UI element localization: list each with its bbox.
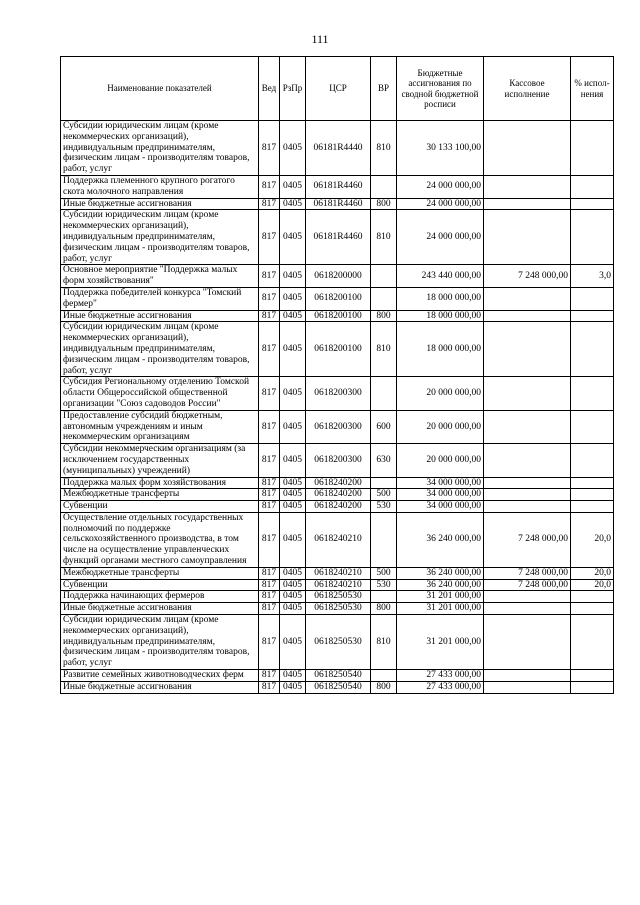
table-cell-vr: 630	[371, 444, 397, 477]
table-cell-csr: 0618250530	[306, 615, 371, 670]
table-row	[61, 477, 614, 489]
table-cell-vr	[371, 477, 397, 489]
table-cell-percent: 3,0	[571, 265, 614, 288]
table-cell-cash	[484, 210, 571, 265]
table-cell-percent: 20,0	[571, 567, 614, 579]
table-cell-budget: 34 000 000,00	[397, 477, 484, 489]
table-cell-csr: 0618200300	[306, 377, 371, 410]
table-cell-cash	[484, 175, 571, 198]
table-cell-vr	[371, 265, 397, 288]
table-cell-rzpr: 0405	[280, 615, 306, 670]
table-cell-name: Поддержка победителей конкурса "Томский фермер"	[61, 287, 259, 310]
table-cell-rzpr: 0405	[280, 410, 306, 443]
table-cell-budget: 18 000 000,00	[397, 322, 484, 377]
table-cell-ved: 817	[259, 501, 280, 513]
table-cell-csr: 06181R4440	[306, 121, 371, 176]
table-cell-percent	[571, 444, 614, 477]
table-cell-budget: 24 000 000,00	[397, 210, 484, 265]
table-cell-vr: 800	[371, 681, 397, 693]
table-cell-budget: 20 000 000,00	[397, 377, 484, 410]
table-row	[61, 615, 614, 670]
table-cell-budget: 20 000 000,00	[397, 410, 484, 443]
table-cell-budget: 34 000 000,00	[397, 489, 484, 501]
table-cell-rzpr: 0405	[280, 489, 306, 501]
table-cell-vr: 810	[371, 210, 397, 265]
table-cell-rzpr: 0405	[280, 198, 306, 210]
table-cell-name: Субсидии юридическим лицам (кроме некоммерческих организаций), индивидуальным предпринимателям, физическим лицам - производителям товаров, работ, услуг	[61, 615, 259, 670]
table-cell-budget: 24 000 000,00	[397, 175, 484, 198]
table-cell-percent	[571, 310, 614, 322]
table-cell-percent	[571, 681, 614, 693]
table-cell-percent	[571, 501, 614, 513]
table-cell-percent	[571, 603, 614, 615]
table-row	[61, 210, 614, 265]
table-cell-percent	[571, 591, 614, 603]
table-cell-name: Предоставление субсидий бюджетным, автономным учреждениям и иным некоммерческим организациям	[61, 410, 259, 443]
table-row	[61, 512, 614, 567]
table-cell-ved: 817	[259, 567, 280, 579]
table-cell-rzpr: 0405	[280, 175, 306, 198]
table-cell-cash	[484, 603, 571, 615]
table-cell-budget: 20 000 000,00	[397, 444, 484, 477]
table-cell-ved: 817	[259, 591, 280, 603]
table-cell-percent	[571, 410, 614, 443]
table-cell-cash	[484, 310, 571, 322]
table-cell-cash	[484, 198, 571, 210]
table-cell-budget: 18 000 000,00	[397, 287, 484, 310]
table-cell-vr: 600	[371, 410, 397, 443]
table-cell-percent: 20,0	[571, 579, 614, 591]
table-row	[61, 265, 614, 288]
table-cell-name: Субсидия Региональному отделению Томской области Общероссийской общественной организации "Союз садоводов России"	[61, 377, 259, 410]
table-row	[61, 567, 614, 579]
table-cell-cash	[484, 670, 571, 682]
table-cell-vr: 800	[371, 603, 397, 615]
table-cell-budget: 243 440 000,00	[397, 265, 484, 288]
table-cell-rzpr: 0405	[280, 444, 306, 477]
table-cell-rzpr: 0405	[280, 210, 306, 265]
table-cell-budget: 31 201 000,00	[397, 603, 484, 615]
table-cell-cash	[484, 410, 571, 443]
page-number: 111	[311, 32, 329, 46]
table-cell-cash: 7 248 000,00	[484, 567, 571, 579]
table-row	[61, 603, 614, 615]
table-cell-vr: 530	[371, 579, 397, 591]
table-cell-rzpr: 0405	[280, 579, 306, 591]
table-cell-csr: 0618200300	[306, 444, 371, 477]
table-cell-budget: 36 240 000,00	[397, 512, 484, 567]
table-row	[61, 121, 614, 176]
table-cell-csr: 0618240200	[306, 501, 371, 513]
header-ved: Вед	[259, 57, 280, 121]
table-cell-budget: 36 240 000,00	[397, 579, 484, 591]
table-row	[61, 670, 614, 682]
table-row	[61, 591, 614, 603]
table-row	[61, 579, 614, 591]
table-cell-percent	[571, 121, 614, 176]
table-cell-vr	[371, 591, 397, 603]
table-cell-budget: 27 433 000,00	[397, 681, 484, 693]
table-cell-name: Субсидии юридическим лицам (кроме некоммерческих организаций), индивидуальным предпринимателям, физическим лицам - производителям товаров, работ, услуг	[61, 322, 259, 377]
table-cell-name: Субвенции	[61, 579, 259, 591]
table-cell-vr	[371, 287, 397, 310]
table-cell-name: Поддержка племенного крупного рогатого скота молочного направления	[61, 175, 259, 198]
table-cell-rzpr: 0405	[280, 567, 306, 579]
table-cell-ved: 817	[259, 681, 280, 693]
table-cell-name: Развитие семейных животноводческих ферм	[61, 670, 259, 682]
header-rzpr: РзПр	[280, 57, 306, 121]
table-row	[61, 377, 614, 410]
table-cell-csr: 0618240200	[306, 477, 371, 489]
table-cell-name: Межбюджетные трансферты	[61, 567, 259, 579]
table-cell-rzpr: 0405	[280, 322, 306, 377]
table-cell-name: Осуществление отдельных государственных полномочий по поддержке сельскохозяйственного производства, в том числе на осуществление управленческих функций органами местного самоуправления	[61, 512, 259, 567]
table-cell-percent: 20,0	[571, 512, 614, 567]
table-cell-csr: 0618240210	[306, 567, 371, 579]
table-cell-budget: 24 000 000,00	[397, 198, 484, 210]
table-cell-budget: 27 433 000,00	[397, 670, 484, 682]
table-cell-cash	[484, 489, 571, 501]
table-cell-vr: 800	[371, 310, 397, 322]
table-cell-ved: 817	[259, 477, 280, 489]
header-budget: Бюджетные ассигнования по сводной бюджетной росписи	[397, 57, 484, 121]
table-cell-name: Субсидии юридическим лицам (кроме некоммерческих организаций), индивидуальным предпринимателям, физическим лицам - производителям товаров, работ, услуг	[61, 210, 259, 265]
table-header-row	[61, 57, 614, 121]
table-cell-percent	[571, 670, 614, 682]
table-row	[61, 198, 614, 210]
table-cell-rzpr: 0405	[280, 265, 306, 288]
table-cell-percent	[571, 377, 614, 410]
table-cell-cash	[484, 591, 571, 603]
table-cell-cash	[484, 681, 571, 693]
table-cell-ved: 817	[259, 444, 280, 477]
table-cell-csr: 0618240210	[306, 579, 371, 591]
table-cell-vr	[371, 512, 397, 567]
table-row	[61, 287, 614, 310]
table-cell-budget: 31 201 000,00	[397, 615, 484, 670]
table-cell-ved: 817	[259, 121, 280, 176]
table-cell-csr: 0618250540	[306, 670, 371, 682]
table-cell-csr: 0618250530	[306, 603, 371, 615]
table-cell-csr: 0618200100	[306, 310, 371, 322]
table-cell-ved: 817	[259, 579, 280, 591]
table-cell-rzpr: 0405	[280, 310, 306, 322]
table-cell-percent	[571, 615, 614, 670]
table-cell-rzpr: 0405	[280, 681, 306, 693]
table-cell-csr: 0618250540	[306, 681, 371, 693]
table-cell-rzpr: 0405	[280, 670, 306, 682]
table-cell-vr: 800	[371, 198, 397, 210]
table-cell-vr	[371, 670, 397, 682]
table-cell-csr: 0618240210	[306, 512, 371, 567]
table-cell-name: Межбюджетные трансферты	[61, 489, 259, 501]
table-cell-csr: 0618200300	[306, 410, 371, 443]
table-cell-csr: 06181R4460	[306, 210, 371, 265]
table-cell-percent	[571, 322, 614, 377]
header-name: Наименование показателей	[61, 57, 259, 121]
table-cell-percent	[571, 489, 614, 501]
table-cell-vr: 810	[371, 615, 397, 670]
table-cell-rzpr: 0405	[280, 477, 306, 489]
table-row	[61, 681, 614, 693]
table-cell-percent	[571, 175, 614, 198]
table-cell-csr: 0618200100	[306, 322, 371, 377]
table-cell-cash	[484, 322, 571, 377]
table-cell-ved: 817	[259, 210, 280, 265]
table-cell-budget: 18 000 000,00	[397, 310, 484, 322]
table-cell-ved: 817	[259, 322, 280, 377]
table-cell-name: Иные бюджетные ассигнования	[61, 681, 259, 693]
table-cell-ved: 817	[259, 615, 280, 670]
table-row	[61, 444, 614, 477]
table-cell-cash: 7 248 000,00	[484, 579, 571, 591]
table-cell-cash	[484, 444, 571, 477]
table-cell-name: Иные бюджетные ассигнования	[61, 603, 259, 615]
header-csr: ЦСР	[306, 57, 371, 121]
table-row	[61, 489, 614, 501]
table-cell-csr: 06181R4460	[306, 175, 371, 198]
table-cell-name: Иные бюджетные ассигнования	[61, 198, 259, 210]
table-cell-cash: 7 248 000,00	[484, 265, 571, 288]
table-cell-ved: 817	[259, 175, 280, 198]
table-cell-cash	[484, 477, 571, 489]
table-cell-budget: 36 240 000,00	[397, 567, 484, 579]
table-cell-vr: 810	[371, 322, 397, 377]
table-cell-vr: 500	[371, 567, 397, 579]
table-cell-rzpr: 0405	[280, 377, 306, 410]
table-cell-cash	[484, 377, 571, 410]
table-row	[61, 322, 614, 377]
table-cell-rzpr: 0405	[280, 501, 306, 513]
table-row	[61, 501, 614, 513]
header-cash: Кассовое исполнение	[484, 57, 571, 121]
table-cell-ved: 817	[259, 670, 280, 682]
table-cell-name: Субвенции	[61, 501, 259, 513]
table-cell-name: Поддержка малых форм хозяйствования	[61, 477, 259, 489]
table-row	[61, 410, 614, 443]
table-cell-csr: 0618240200	[306, 489, 371, 501]
table-cell-name: Субсидии некоммерческим организациям (за исключением государственных (муниципальных) учреждений)	[61, 444, 259, 477]
table-cell-csr: 0618200100	[306, 287, 371, 310]
table-cell-name: Субсидии юридическим лицам (кроме некоммерческих организаций), индивидуальным предпринимателям, физическим лицам - производителям товаров, работ, услуг	[61, 121, 259, 176]
budget-table	[60, 56, 614, 694]
table-cell-percent	[571, 210, 614, 265]
header-percent: % испол-нения	[571, 57, 614, 121]
table-cell-ved: 817	[259, 512, 280, 567]
table-cell-ved: 817	[259, 287, 280, 310]
table-cell-cash	[484, 501, 571, 513]
table-cell-ved: 817	[259, 603, 280, 615]
table-cell-rzpr: 0405	[280, 121, 306, 176]
table-cell-name: Иные бюджетные ассигнования	[61, 310, 259, 322]
table-cell-percent	[571, 198, 614, 210]
table-cell-vr	[371, 377, 397, 410]
table-cell-cash: 7 248 000,00	[484, 512, 571, 567]
table-cell-budget: 34 000 000,00	[397, 501, 484, 513]
table-row	[61, 175, 614, 198]
table-cell-ved: 817	[259, 198, 280, 210]
table-cell-rzpr: 0405	[280, 512, 306, 567]
table-cell-ved: 817	[259, 310, 280, 322]
table-cell-csr: 0618250530	[306, 591, 371, 603]
table-cell-vr: 530	[371, 501, 397, 513]
table-cell-rzpr: 0405	[280, 287, 306, 310]
table-cell-percent	[571, 287, 614, 310]
table-cell-name: Поддержка начинающих фермеров	[61, 591, 259, 603]
table-cell-rzpr: 0405	[280, 591, 306, 603]
table-cell-name: Основное мероприятие "Поддержка малых форм хозяйствования"	[61, 265, 259, 288]
table-cell-ved: 817	[259, 377, 280, 410]
table-cell-csr: 0618200000	[306, 265, 371, 288]
table-cell-csr: 06181R4460	[306, 198, 371, 210]
table-row	[61, 310, 614, 322]
table-cell-rzpr: 0405	[280, 603, 306, 615]
table-cell-ved: 817	[259, 489, 280, 501]
header-vr: ВР	[371, 57, 397, 121]
table-cell-vr	[371, 175, 397, 198]
table-cell-cash	[484, 287, 571, 310]
table-cell-ved: 817	[259, 410, 280, 443]
table-cell-budget: 31 201 000,00	[397, 591, 484, 603]
table-cell-cash	[484, 121, 571, 176]
table-cell-vr: 810	[371, 121, 397, 176]
table-cell-budget: 30 133 100,00	[397, 121, 484, 176]
table-cell-vr: 500	[371, 489, 397, 501]
table-cell-cash	[484, 615, 571, 670]
table-cell-ved: 817	[259, 265, 280, 288]
table-cell-percent	[571, 477, 614, 489]
